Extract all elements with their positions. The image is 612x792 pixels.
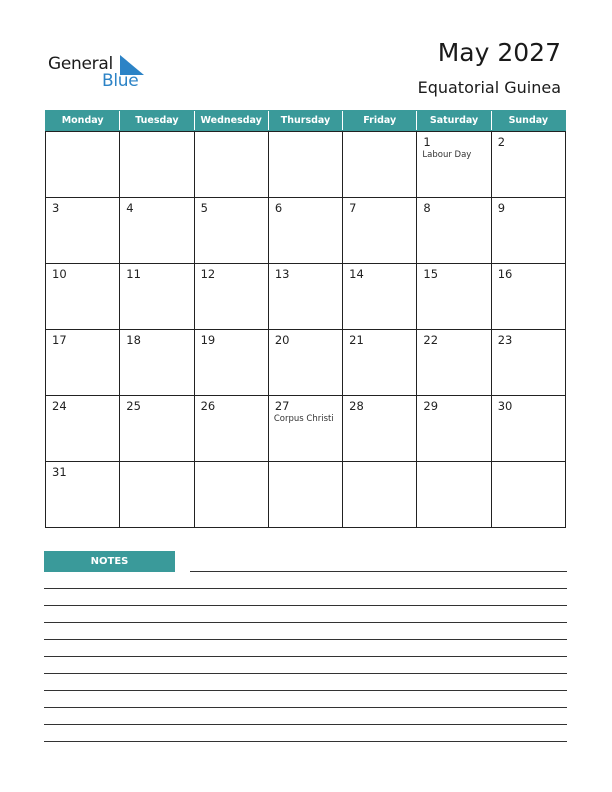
day-cell (195, 132, 269, 198)
day-cell (269, 462, 343, 528)
calendar-grid (45, 131, 566, 528)
day-number: 25 (126, 399, 141, 413)
day-cell (120, 264, 194, 330)
day-cell (343, 330, 417, 396)
notes-line (190, 571, 567, 572)
day-cell (269, 198, 343, 264)
day-number: 15 (423, 267, 439, 281)
notes-line (44, 639, 567, 640)
weekday-label: Wednesday (194, 111, 268, 130)
day-cell (269, 264, 343, 330)
day-cell (343, 462, 417, 528)
notes-line (44, 605, 567, 606)
notes-line (44, 741, 567, 742)
day-cell (343, 198, 417, 264)
day-number: 21 (349, 333, 364, 347)
day-cell (417, 132, 491, 198)
day-number: 9 (497, 201, 506, 215)
notes-line (44, 724, 567, 725)
weekday-label: Thursday (268, 111, 342, 130)
weekday-label: Saturday (416, 111, 490, 130)
country-name: Equatorial Guinea (417, 78, 561, 97)
weekday-label: Sunday (491, 111, 565, 130)
general-blue-logo (48, 54, 158, 94)
day-cell (417, 462, 491, 528)
day-cell (195, 198, 269, 264)
notes-line (44, 673, 567, 674)
page-title: May 2027 (437, 38, 561, 67)
day-cell (120, 330, 194, 396)
day-number: 29 (423, 399, 439, 413)
week-row (46, 132, 566, 198)
day-cell (417, 396, 491, 462)
day-cell (46, 462, 120, 528)
day-number: 8 (423, 201, 431, 215)
day-cell (46, 198, 120, 264)
day-cell (195, 264, 269, 330)
day-cell (46, 330, 120, 396)
logo-text-general: General (48, 54, 113, 74)
logo-text-blue: Blue (102, 71, 139, 91)
day-number: 24 (52, 399, 67, 413)
day-cell (492, 396, 566, 462)
day-number: 17 (52, 333, 67, 347)
day-cell (417, 198, 491, 264)
day-cell (120, 396, 194, 462)
day-cell (269, 330, 343, 396)
day-cell (492, 132, 566, 198)
week-row (46, 330, 566, 396)
notes-line (44, 588, 567, 589)
notes-line (44, 656, 567, 657)
day-number: 30 (497, 399, 513, 413)
day-cell (195, 396, 269, 462)
day-cell (269, 396, 343, 462)
notes-line (44, 622, 567, 623)
day-cell (46, 264, 120, 330)
day-number: 23 (497, 333, 513, 347)
day-number: 18 (126, 333, 141, 347)
week-row (46, 264, 566, 330)
notes-line (44, 690, 567, 691)
weekday-header (45, 110, 566, 131)
day-cell (195, 462, 269, 528)
day-cell (492, 264, 566, 330)
day-number: 5 (200, 201, 208, 215)
notes-line (44, 707, 567, 708)
notes-label: NOTES (44, 551, 175, 572)
weekday-label: Monday (61, 115, 104, 126)
day-number: 1 (423, 135, 431, 149)
day-number: 26 (200, 399, 216, 413)
day-number: 2 (497, 135, 506, 149)
day-cell (343, 264, 417, 330)
day-cell (343, 132, 417, 198)
week-row (46, 462, 566, 528)
day-number: 13 (274, 267, 290, 281)
day-cell (269, 132, 343, 198)
day-number: 16 (497, 267, 513, 281)
day-number: 10 (52, 267, 67, 281)
day-number: 14 (349, 267, 364, 281)
day-number: 19 (200, 333, 216, 347)
holiday-label: Labour Day (422, 150, 472, 160)
day-cell (343, 396, 417, 462)
day-cell (417, 264, 491, 330)
day-cell (195, 330, 269, 396)
day-number: 7 (349, 201, 357, 215)
holiday-label: Corpus Christi (273, 414, 334, 424)
day-cell (492, 198, 566, 264)
day-cell (120, 132, 194, 198)
day-cell (46, 132, 120, 198)
day-number: 12 (200, 267, 216, 281)
day-cell (120, 462, 194, 528)
weekday-label: Tuesday (119, 111, 193, 130)
weekday-label: Friday (342, 111, 416, 130)
day-cell (417, 330, 491, 396)
calendar (45, 110, 566, 528)
week-row (46, 198, 566, 264)
day-number: 4 (126, 201, 134, 215)
day-number: 28 (349, 399, 364, 413)
day-cell (492, 462, 566, 528)
day-number: 6 (274, 201, 283, 215)
day-number: 3 (52, 201, 60, 215)
day-number: 20 (274, 333, 290, 347)
day-number: 27 (274, 399, 290, 413)
day-number: 31 (52, 465, 67, 479)
day-cell (120, 198, 194, 264)
day-number: 22 (423, 333, 439, 347)
day-cell (492, 330, 566, 396)
week-row (46, 396, 566, 462)
day-cell (46, 396, 120, 462)
day-number: 11 (126, 267, 141, 281)
